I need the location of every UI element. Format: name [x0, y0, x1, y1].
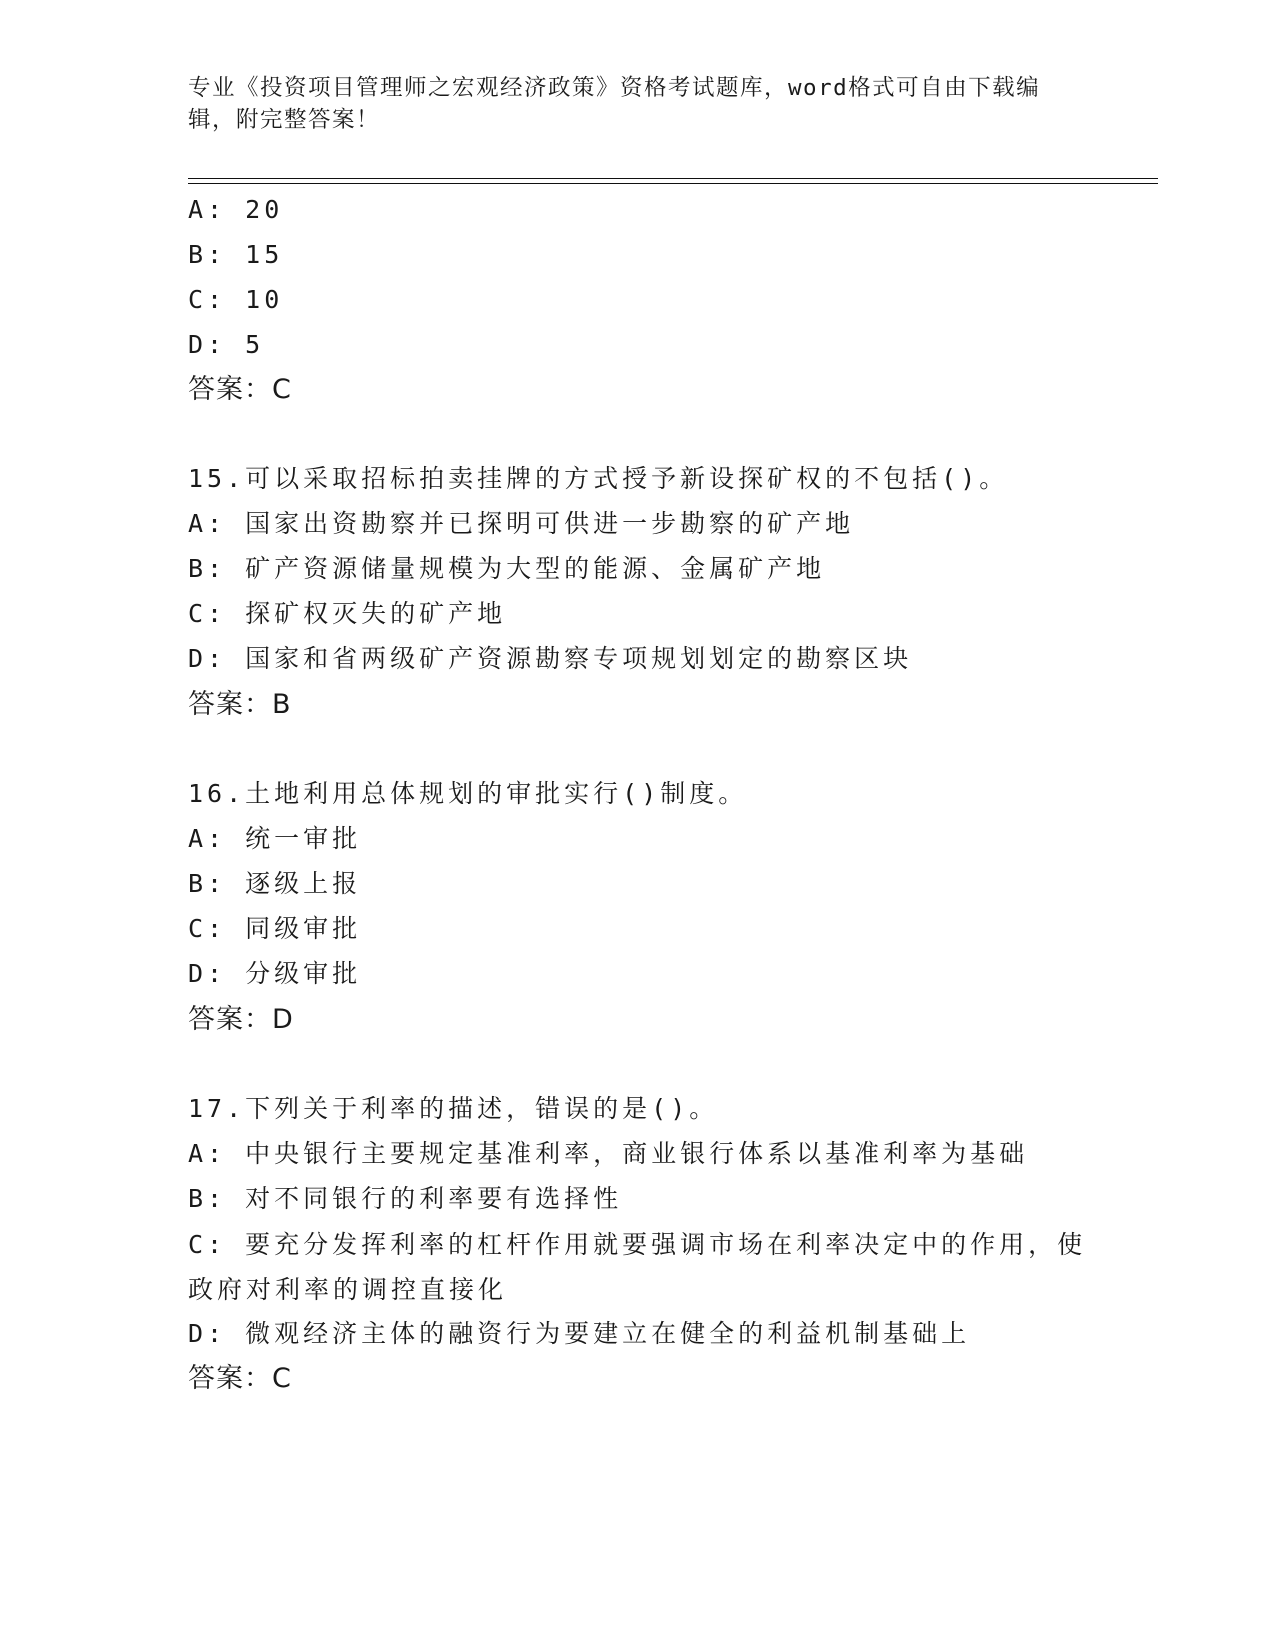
option-a: A: 国家出资勘察并已探明可供进一步勘察的矿产地 — [188, 509, 855, 538]
header-rule-top — [188, 178, 1158, 179]
option-d: D: 分级审批 — [188, 959, 362, 988]
answer: 答案：C — [188, 1363, 292, 1394]
document-header: 专业《投资项目管理师之宏观经济政策》资格考试题库，word格式可自由下载编辑，附完整答案！ — [188, 75, 1041, 133]
option-c: C: 同级审批 — [188, 914, 362, 943]
question-stem: 16.土地利用总体规划的审批实行()制度。 — [188, 779, 748, 808]
option-c: C: 10 — [188, 285, 284, 314]
option-b: B: 逐级上报 — [188, 869, 362, 898]
option-a: A: 中央银行主要规定基准利率，商业银行体系以基准利率为基础 — [188, 1139, 1029, 1168]
option-b: B: 矿产资源储量规模为大型的能源、金属矿产地 — [188, 554, 826, 583]
question-stem: 17.下列关于利率的描述，错误的是()。 — [188, 1094, 719, 1123]
option-d: D: 5 — [188, 330, 265, 359]
question-stem: 15.可以采取招标拍卖挂牌的方式授予新设探矿权的不包括()。 — [188, 464, 1009, 493]
answer: 答案：B — [188, 689, 292, 720]
answer: 答案：D — [188, 1004, 294, 1035]
option-d: D: 微观经济主体的融资行为要建立在健全的利益机制基础上 — [188, 1319, 971, 1348]
option-d: D: 国家和省两级矿产资源勘察专项规划划定的勘察区块 — [188, 644, 913, 673]
option-b: B: 15 — [188, 240, 284, 269]
option-a: A: 统一审批 — [188, 824, 362, 853]
option-c: C: 探矿权灭失的矿产地 — [188, 599, 507, 628]
header-rule-bottom — [188, 183, 1158, 184]
option-c: C: 要充分发挥利率的杠杆作用就要强调市场在利率决定中的作用，使政府对利率的调控直接化 — [188, 1230, 1087, 1304]
option-a: A: 20 — [188, 195, 284, 224]
answer: 答案：C — [188, 374, 292, 405]
option-b: B: 对不同银行的利率要有选择性 — [188, 1184, 623, 1213]
